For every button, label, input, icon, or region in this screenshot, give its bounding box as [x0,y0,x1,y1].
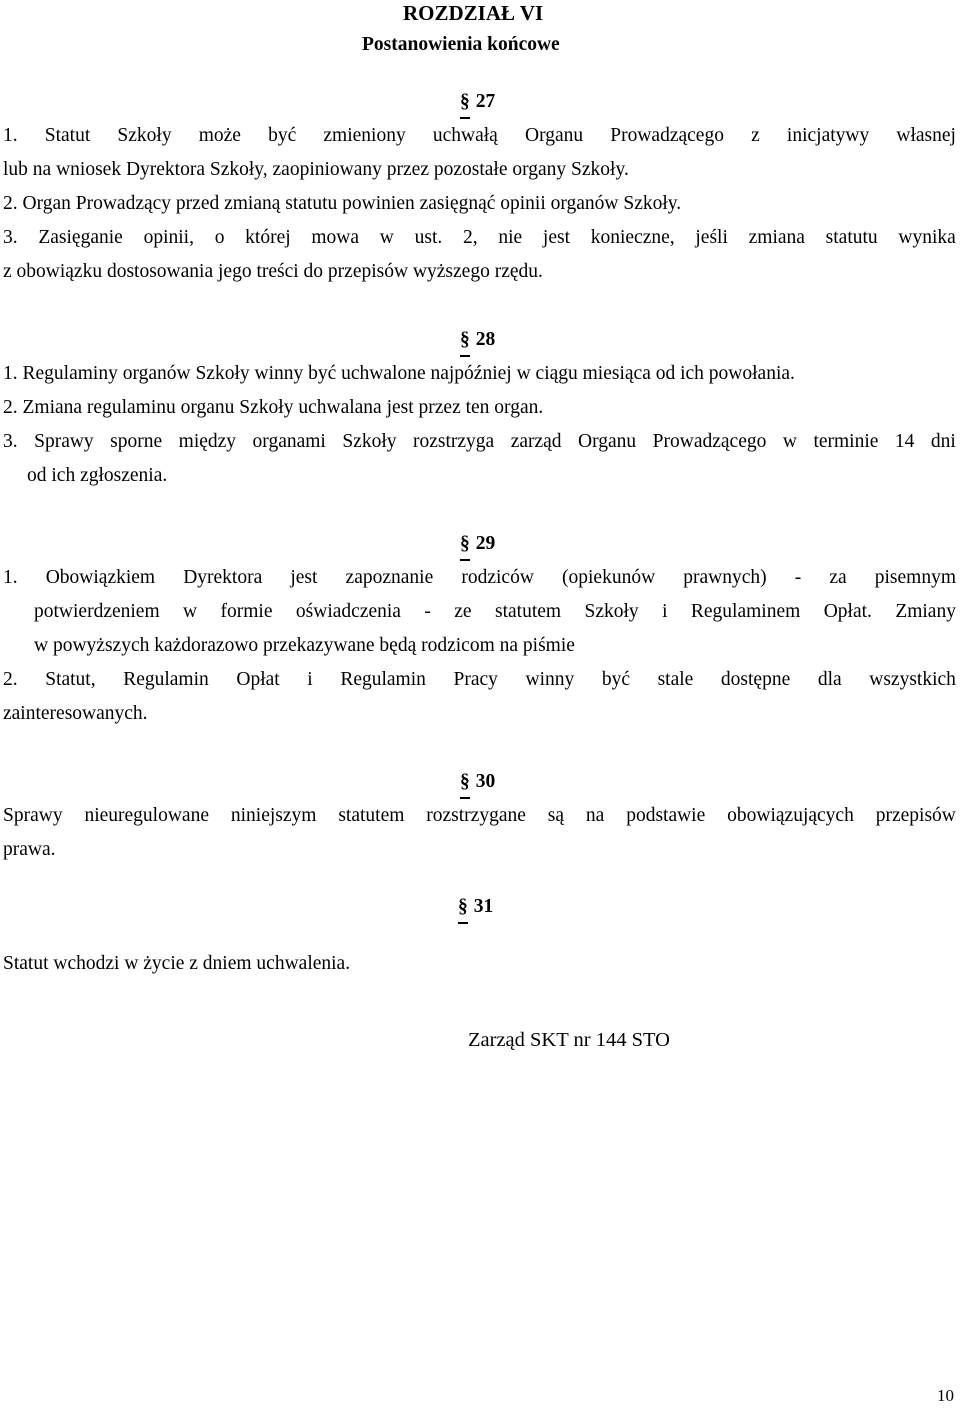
word: statutu [825,227,878,248]
word: 2. [3,669,18,690]
word: której [245,227,291,248]
word: 1. [3,125,18,146]
word: podstawie [626,805,706,826]
word: Dyrektora [183,567,263,588]
word: Zasięganie [38,227,123,248]
paragraph-line [34,600,956,624]
word: rodziców [461,567,534,588]
word: terminie [813,431,879,452]
section-mark: § [460,91,470,112]
word: zarząd [510,431,562,452]
word: Obowiązkiem [45,567,156,588]
paragraph-line: w powyższych każdorazowo przekazywane będą rodzicom na piśmie [34,635,575,656]
word: formie [220,601,273,622]
word: są [547,805,565,826]
word: Regulamin [340,669,426,690]
word: 14 [894,431,915,452]
word: Organu [524,125,584,146]
chapter-title: ROZDZIAŁ VI [403,1,544,25]
word: obowiązujących [727,805,854,826]
section-number: 31 [473,896,494,917]
paragraph-line: prawa. [3,839,56,860]
word: organami [252,431,326,452]
section-heading-27 [460,90,495,114]
word: za [829,567,847,588]
word: nie [498,227,523,248]
word: wszystkich [869,669,956,690]
word: dni [930,431,956,452]
word: i [307,669,313,690]
word: o [214,227,225,248]
word: mowa [311,227,360,248]
word: na [585,805,605,826]
word: niniejszym [230,805,317,826]
word: Prowadzącego [652,431,767,452]
word: Sprawy [3,805,63,826]
paragraph-line [3,804,956,828]
word: 2, [462,227,478,248]
paragraph-line: zainteresowanych. [3,703,148,724]
word: zapoznanie [345,567,434,588]
word: wynika [898,227,956,248]
word: Opłat. [823,601,872,622]
word: Statut [44,125,91,146]
word: - [424,601,431,622]
word: oświadczenia [295,601,401,622]
word: 3. [3,431,18,452]
word: winny [525,669,575,690]
section-mark: § [460,771,470,792]
section-heading-28 [460,328,495,352]
paragraph-line: lub na wniosek Dyrektora Szkoły, zaopiniowany przez pozostałe organy Szkoły. [3,159,629,180]
word: prawnych) [683,567,767,588]
section-mark: § [458,896,468,917]
word: Szkoły [584,601,639,622]
section-number: 30 [475,771,496,792]
section-heading-31 [458,895,493,919]
word: Szkoły [342,431,397,452]
word: rozstrzygane [426,805,526,826]
paragraph-line: 2. Zmiana regulaminu organu Szkoły uchwalana jest przez ten organ. [3,397,544,418]
word: własnej [896,125,956,146]
word: być [601,669,630,690]
word: Pracy [453,669,498,690]
word: Regulamin [123,669,209,690]
signature: Zarząd SKT nr 144 STO [468,1029,670,1051]
word: w [782,431,797,452]
word: statutem [495,601,562,622]
word: potwierdzeniem [34,601,160,622]
section-number: 29 [475,533,496,554]
word: ze [454,601,472,622]
word: i [662,601,668,622]
word: w [379,227,394,248]
word: jest [290,567,318,588]
word: być [268,125,297,146]
word: Statut, [45,669,96,690]
word: jest [542,227,570,248]
section-number: 28 [475,329,496,350]
word: 1. [3,567,18,588]
word: jeśli [695,227,728,248]
word: Organu [578,431,637,452]
word: rozstrzyga [412,431,495,452]
word: Szkoły [117,125,172,146]
word: statutem [338,805,405,826]
word: - [794,567,802,588]
word: (opiekunów [562,567,656,588]
word: Prowadzącego [610,125,724,146]
word: pisemnym [874,567,956,588]
word: dla [817,669,842,690]
word: dostępne [720,669,791,690]
word: między [178,431,237,452]
word: stale [657,669,694,690]
word: w [183,601,198,622]
chapter-subtitle: Postanowienia końcowe [362,34,560,55]
paragraph-line: od ich zgłoszenia. [27,465,168,486]
paragraph-line [3,430,956,454]
section-heading-29 [460,532,495,556]
word: przepisów [875,805,956,826]
word: zmieniony [323,125,406,146]
word: konieczne, [590,227,675,248]
word: ust. [414,227,443,248]
paragraph-line: z obowiązku dostosowania jego treści do przepisów wyższego rzędu. [3,261,543,282]
word: Regulaminem [690,601,801,622]
paragraph-line: 1. Regulaminy organów Szkoły winny być uchwalone najpóźniej w ciągu miesiąca od ich powołania. [3,363,795,384]
word: Sprawy [34,431,94,452]
word: może [198,125,241,146]
word: Opłat [236,669,280,690]
paragraph-line [3,124,956,148]
paragraph-line: 2. Organ Prowadzący przed zmianą statutu powinien zasięgnąć opinii organów Szkoły. [3,193,682,214]
word: sporne [110,431,163,452]
section-mark: § [460,329,470,350]
word: Zmiany [895,601,956,622]
paragraph-line: Statut wchodzi w życie z dniem uchwalenia. [3,953,351,974]
section-mark: § [460,533,470,554]
word: opinii, [143,227,194,248]
word: zmiana [748,227,805,248]
paragraph-line [3,566,956,590]
word: nieuregulowane [84,805,209,826]
paragraph-line [3,668,956,692]
paragraph-line [3,226,956,250]
word: inicjatywy [786,125,870,146]
word: z [751,125,760,146]
word: uchwałą [432,125,498,146]
page-number: 10 [937,1386,954,1405]
section-number: 27 [475,91,496,112]
section-heading-30 [460,770,495,794]
word: 3. [3,227,18,248]
